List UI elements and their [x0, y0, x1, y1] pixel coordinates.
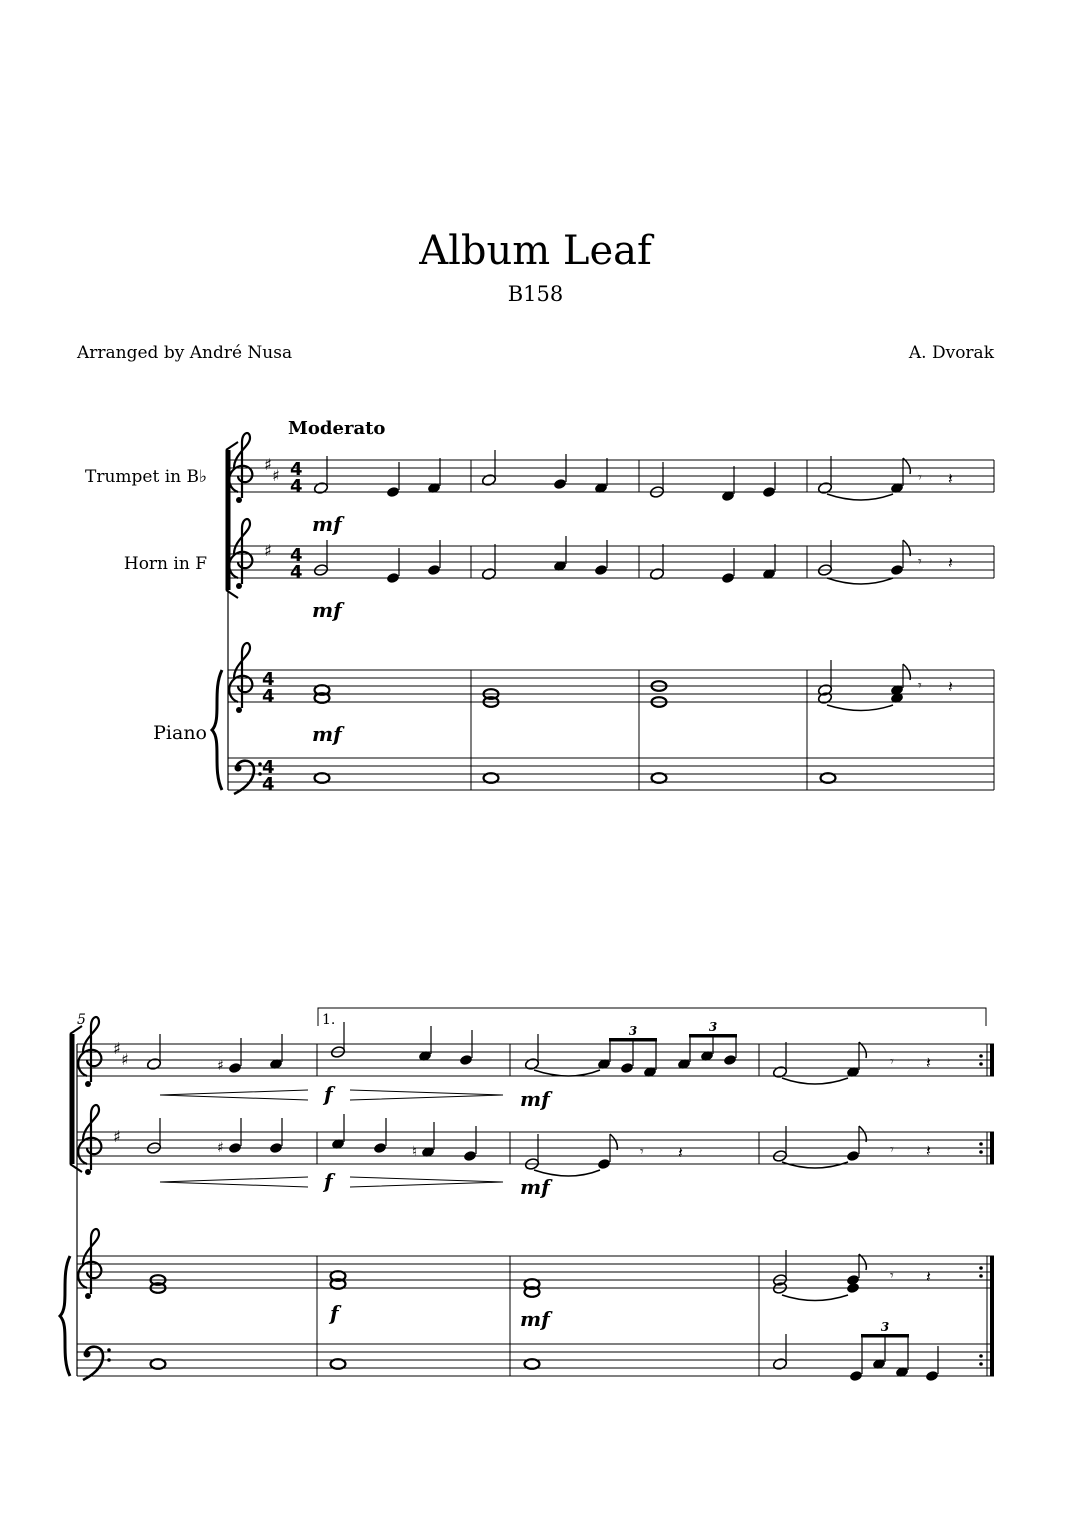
sharp-icon: ♯: [264, 455, 272, 474]
arranger-credit: Arranged by André Nusa: [77, 343, 293, 363]
dynamic-mf: mf: [312, 512, 342, 536]
dynamic-f: f: [330, 1301, 339, 1325]
piano-label: Piano: [153, 722, 207, 744]
time-sig-top: 4: [290, 459, 303, 480]
quarter-rest-icon: 𝄽: [926, 1053, 931, 1072]
quarter-rest-icon: 𝄽: [926, 1141, 931, 1160]
time-sig-bottom: 4: [262, 774, 275, 795]
sharp-icon: ♯: [272, 466, 280, 485]
time-sig-bottom: 4: [290, 562, 303, 583]
sharp-icon: ♯: [121, 1050, 129, 1069]
time-sig-top: 4: [262, 669, 275, 690]
dynamic-f: f: [324, 1082, 333, 1106]
volta-label: 1.: [322, 1012, 336, 1028]
quarter-rest-icon: 𝄽: [948, 469, 953, 488]
eighth-rest-icon: 𝄾: [918, 554, 922, 570]
quarter-rest-icon: 𝄽: [948, 553, 953, 572]
sharp-icon: ♯: [113, 1039, 121, 1058]
sharp-icon: ♯: [217, 1140, 224, 1156]
quarter-rest-icon: 𝄽: [926, 1267, 931, 1286]
time-sig-bottom: 4: [262, 686, 275, 707]
tempo-marking: Moderato: [288, 418, 386, 439]
score-subtitle: B158: [507, 282, 564, 306]
decrescendo-hairpin: [350, 1177, 503, 1187]
system-2: [60, 1008, 994, 1382]
dynamic-mf: mf: [312, 722, 342, 746]
dynamic-f: f: [324, 1169, 333, 1193]
eighth-rest-icon: 𝄾: [890, 1268, 894, 1284]
piano-treble-staff: [228, 670, 994, 790]
eighth-rest-icon: 𝄾: [640, 1144, 644, 1160]
dynamic-mf: mf: [520, 1087, 550, 1111]
time-sig-top: 4: [290, 545, 303, 566]
eighth-rest-icon: 𝄾: [918, 678, 922, 694]
eighth-rest-icon: 𝄾: [890, 1142, 894, 1158]
sharp-icon: ♯: [217, 1058, 224, 1074]
time-sig-top: 4: [262, 757, 275, 778]
tuplet-number: 3: [628, 1024, 638, 1038]
system-1: [85, 418, 994, 795]
dynamic-mf: mf: [520, 1175, 550, 1199]
dynamic-mf: mf: [520, 1307, 550, 1331]
dynamic-mf: mf: [312, 598, 342, 622]
measure-number: 5: [77, 1012, 86, 1028]
crescendo-hairpin: [160, 1090, 308, 1100]
eighth-rest-icon: 𝄾: [918, 470, 922, 486]
time-sig-bottom: 4: [290, 476, 303, 497]
decrescendo-hairpin: [350, 1090, 503, 1100]
crescendo-hairpin: [160, 1177, 308, 1187]
composer-credit: A. Dvorak: [908, 343, 994, 363]
sharp-icon: ♯: [264, 541, 272, 560]
trumpet-label: Trumpet in B♭: [84, 467, 207, 487]
tuplet-number: 3: [708, 1020, 718, 1034]
quarter-rest-icon: 𝄽: [678, 1143, 683, 1162]
piano-bass-staff: [228, 758, 994, 790]
piano-brace: [60, 1256, 70, 1376]
score-title: Album Leaf: [419, 228, 652, 274]
quarter-rest-icon: 𝄽: [948, 677, 953, 696]
eighth-rest-icon: 𝄾: [890, 1054, 894, 1070]
horn-label: Horn in F: [123, 554, 207, 574]
natural-icon: ♮: [412, 1144, 418, 1160]
tuplet-number: 3: [880, 1320, 890, 1334]
sharp-icon: ♯: [113, 1127, 121, 1146]
trumpet-staff: [228, 460, 994, 492]
piano-brace: [212, 670, 222, 790]
horn-staff: [228, 546, 994, 578]
